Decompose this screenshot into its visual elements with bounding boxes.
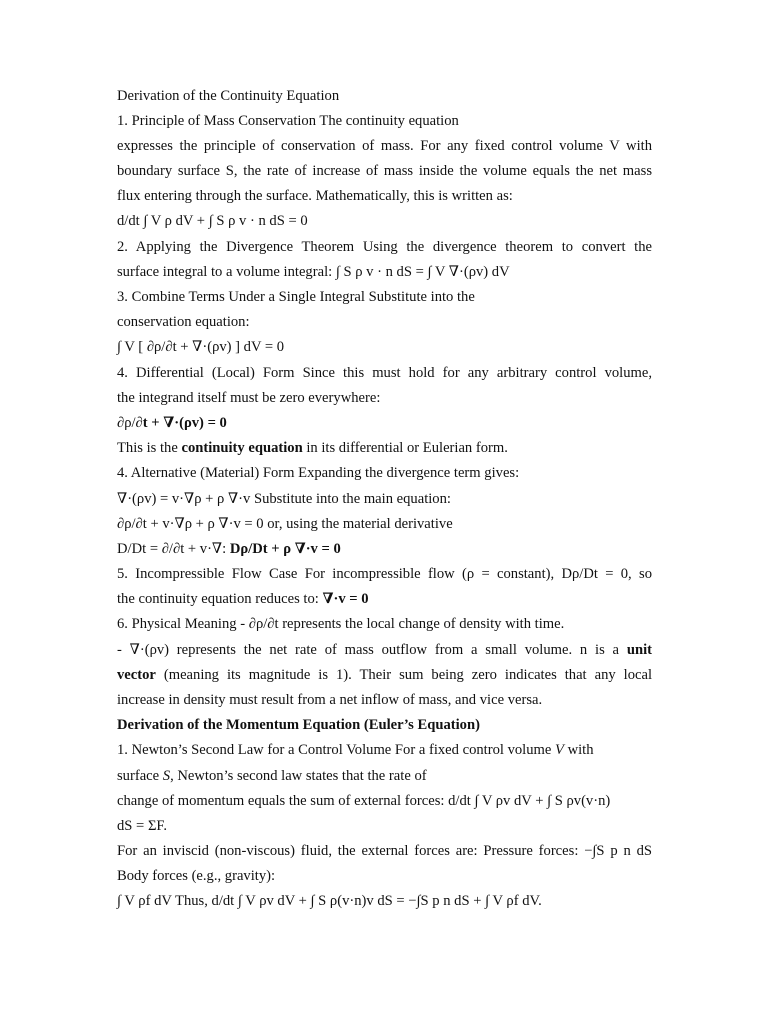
doc-line: 4. Alternative (Material) Form Expanding the divergence term gives: [117,465,520,481]
doc-line: change of momentum equals the sum of external forces: d/dt ∫ V ρv dV + ∫ S ρv(v·n) [117,793,611,809]
doc-line: 6. Physical Meaning - ∂ρ/∂t represents the local change of density with time. [117,616,565,632]
doc-line [117,540,652,558]
doc-line: Body forces (e.g., gravity): [117,868,276,884]
text-span: (meaning its magnitude is 1). Their sum being zero indicates that any local [155,667,652,683]
bold-term: continuity equation [181,440,303,456]
doc-line: 4. Differential (Local) Form Since this must hold for any arbitrary control volume, [117,365,652,381]
bold-term: unit [626,642,652,658]
doc-line: conservation equation: [117,314,250,330]
doc-line [117,641,652,659]
doc-line [117,767,652,785]
eq-part-bold: t + ∇·(ρv) = 0 [142,415,227,431]
eq-part: ∂ρ/∂ [117,415,143,431]
doc-line: surface integral to a volume integral: ∫ S ρ v · n dS = ∫ V ∇·(ρv) dV [117,264,510,280]
doc-equation: ∫ V [ ∂ρ/∂t + ∇·(ρv) ] dV = 0 [117,339,285,355]
doc-line: boundary surface S, the rate of increase of mass inside the volume equals the net mass [117,163,652,179]
doc-line [117,741,652,759]
doc-line: ∂ρ/∂t + v·∇ρ + ρ ∇·v = 0 or, using the material derivative [117,516,453,532]
doc-line: ∇·(ρv) = v·∇ρ + ρ ∇·v Substitute into the main equation: [117,491,451,507]
doc-heading-continuity: Derivation of the Continuity Equation [117,88,340,104]
text-span: D/Dt = ∂/∂t + v·∇: [117,541,230,557]
text-span: surface [117,768,163,784]
text-span: , Newton’s second law states that the rate of [170,768,427,784]
doc-line [117,590,652,608]
doc-line: expresses the principle of conservation of mass. For any fixed control volume V with [117,138,652,154]
doc-heading-momentum: Derivation of the Momentum Equation (Euler’s Equation) [117,717,480,733]
text-span: 1. Newton’s Second Law for a Control Volume For a fixed control volume [117,742,556,758]
doc-line: 3. Combine Terms Under a Single Integral Substitute into the [117,289,475,305]
doc-line: 5. Incompressible Flow Case For incompressible flow (ρ = constant), Dρ/Dt = 0, so [117,566,652,582]
doc-line: 1. Principle of Mass Conservation The continuity equation [117,113,459,129]
text-span: the continuity equation reduces to: [117,591,323,607]
doc-line: the integrand itself must be zero everywhere: [117,390,381,406]
doc-equation: d/dt ∫ V ρ dV + ∫ S ρ v · n dS = 0 [117,213,308,229]
bold-term: vector [117,667,156,683]
doc-equation: ∫ V ρf dV Thus, d/dt ∫ V ρv dV + ∫ S ρ(v·n)v dS = −∫S p n dS + ∫ V ρf dV. [117,893,542,909]
doc-line [117,439,652,457]
doc-equation-continuity [117,414,652,432]
italic-term: S [162,768,171,784]
doc-line: dS = ΣF. [117,818,168,834]
eq-part-bold: Dρ/Dt + ρ ∇·v = 0 [229,541,341,557]
text-span: This is the [117,440,182,456]
doc-line [117,666,652,684]
doc-line: increase in density must result from a net inflow of mass, and vice versa. [117,692,543,708]
doc-line: For an inviscid (non-viscous) fluid, the external forces are: Pressure forces: −∫S p n dS [117,843,652,859]
text-span: with [563,742,594,758]
italic-term: V [555,742,564,758]
doc-line: 2. Applying the Divergence Theorem Using the divergence theorem to convert the [117,239,652,255]
doc-line: flux entering through the surface. Mathematically, this is written as: [117,188,513,204]
text-span: - ∇·(ρv) represents the net rate of mass outflow from a small volume. n is a [117,642,627,658]
eq-part-bold: ∇·v = 0 [322,591,369,607]
text-span: in its differential or Eulerian form. [302,440,508,456]
